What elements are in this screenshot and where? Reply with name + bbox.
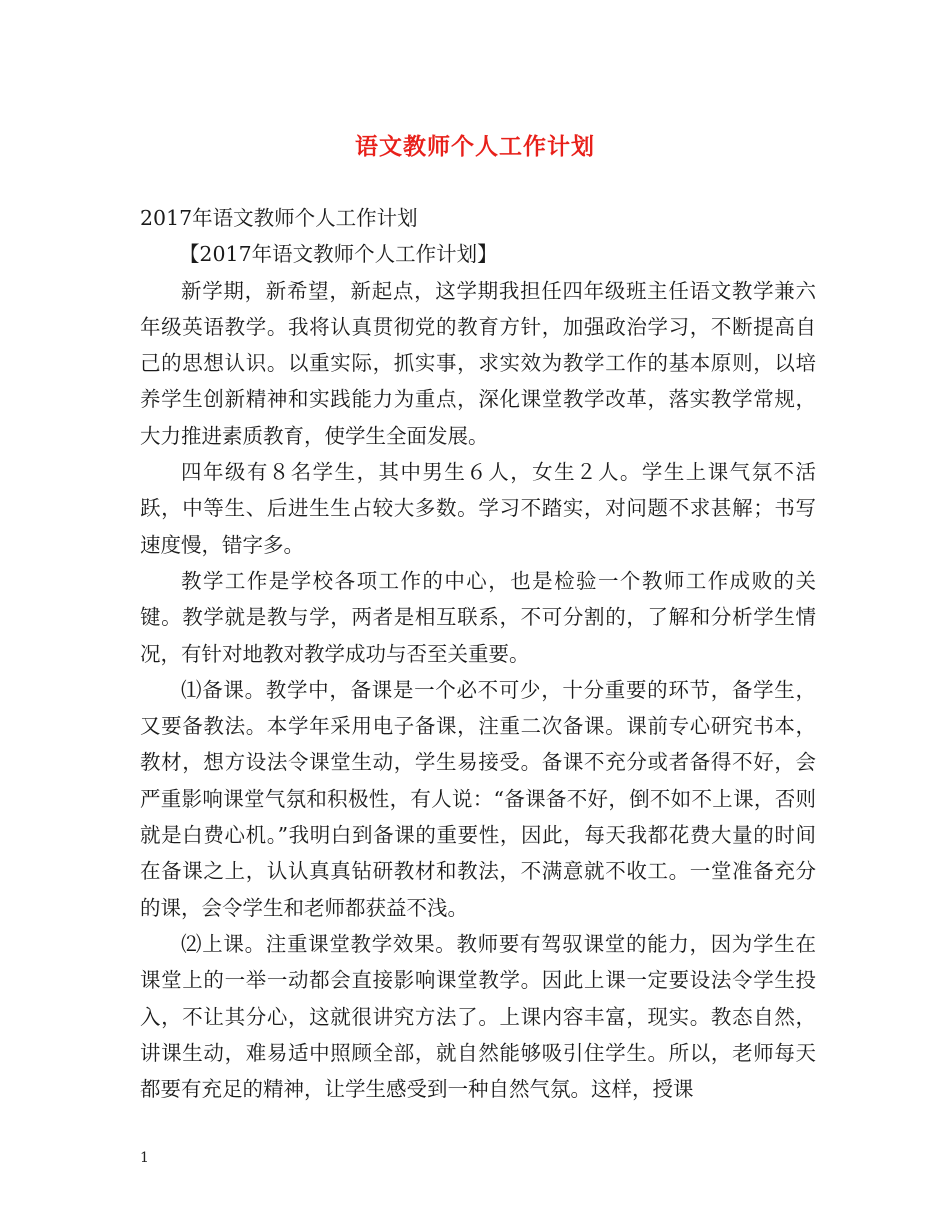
paragraph-intro: 新学期，新希望，新起点，这学期我担任四年级班主任语文教学兼六年级英语教学。我将认真贯彻党的教育方针，加强政治学习，不断提高自己的思想认识。以重实际，抓实事，求实效为教学工作的基本原则，以培养学生创新精神和实践能力为重点，深化课堂教学改革，落实教学常规，大力推进素质教育，使学生全面发展。	[140, 278, 816, 448]
paragraph-classroom: ⑵上课。注重课堂教学效果。教师要有驾驭课堂的能力，因为学生在课堂上的一举一动都会直接影响课堂教学。因此上课一定要设法令学生投入，不让其分心，这就很讲究方法了。上课内容丰富，现实。教态自然，讲课生动，难易适中照顾全部，就自然能够吸引住学生。所以，老师每天都要有充足的精神，让学生感受到一种自然气氛。这样，授课	[140, 931, 816, 1102]
paragraph-class-info: 四年级有８名学生，其中男生６人，女生２人。学生上课气氛不活跃，中等生、后进生生占较大多数。学习不踏实，对问题不求甚解；书写速度慢，错字多。	[140, 460, 816, 557]
paragraph-lesson-prep: ⑴备课。教学中，备课是一个必不可少，十分重要的环节，备学生，又要备教法。本学年采用电子备课，注重二次备课。课前专心研究书本，教材，想方设法令课堂生动，学生易接受。备课不充分或者备得不好，会严重影响课堂气氛和积极性，有人说：“备课备不好，倒不如不上课，否则就是白费心机。”我明白到备课的重要性，因此，每天我都花费大量的时间在备课之上，认认真真钻研教材和教法，不满意就不收工。一堂准备充分的课，会令学生和老师都获益不浅。	[140, 677, 816, 920]
subtitle-line: 2017年语文教师个人工作计划	[140, 206, 418, 230]
bracket-heading: 【2017年语文教师个人工作计划】	[178, 242, 498, 267]
document-title: 语文教师个人工作计划	[355, 133, 595, 160]
paragraph-teaching-center: 教学工作是学校各项工作的中心，也是检验一个教师工作成败的关键。教学就是教与学，两者是相互联系，不可分割的，了解和分析学生情况，有针对地教对教学成功与否至关重要。	[140, 568, 816, 666]
document-body	[140, 200, 816, 1107]
page-number: 1	[140, 1150, 149, 1166]
